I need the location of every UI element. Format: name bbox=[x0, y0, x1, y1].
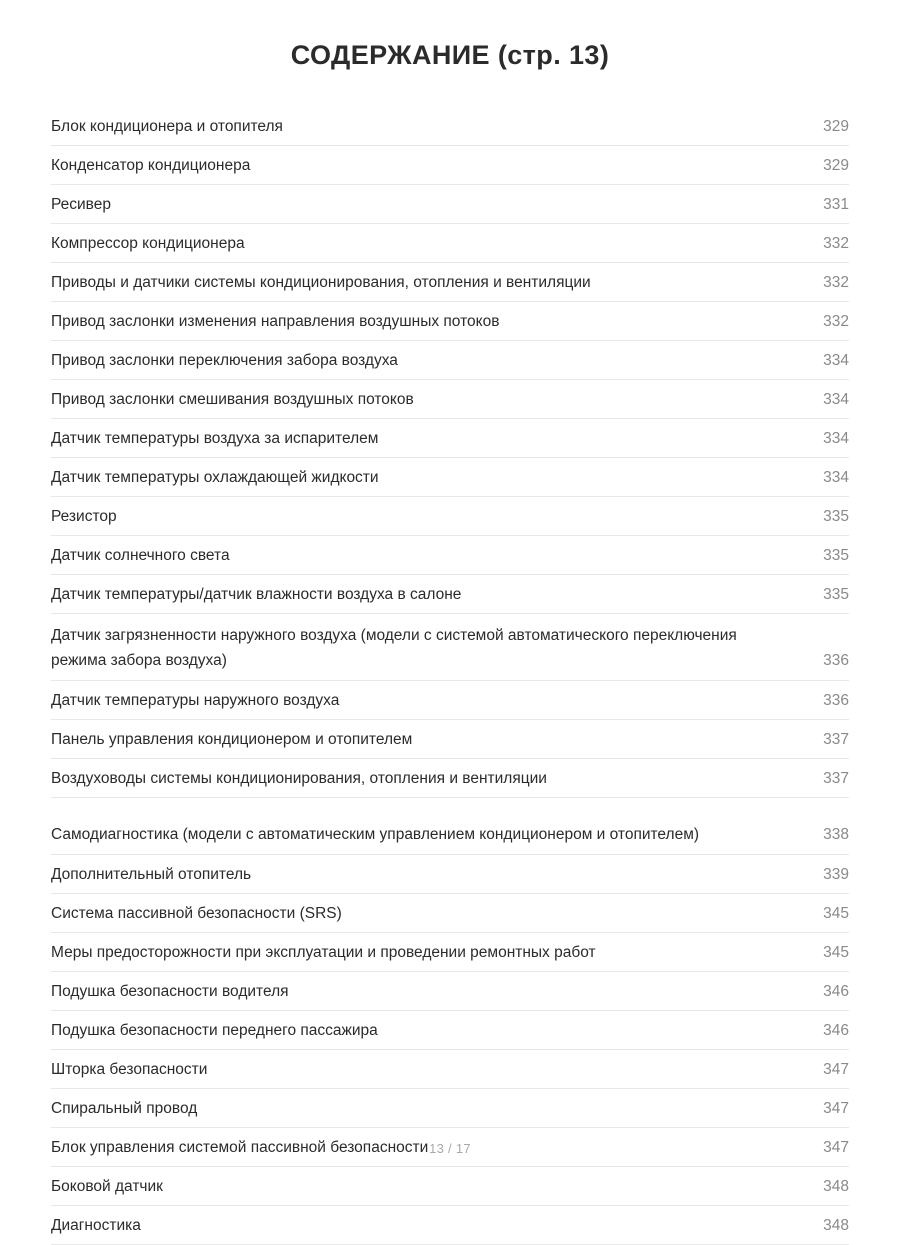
toc-entry-label: Панель управления кондиционером и отопителем bbox=[51, 731, 413, 749]
toc-entry-label: Датчик солнечного света bbox=[51, 547, 230, 565]
toc-entry-label: Датчик загрязненности наружного воздуха (модели с системой автоматического переключения режима забора воздуха) bbox=[51, 627, 737, 670]
toc-entry-page-number: 339 bbox=[823, 866, 849, 884]
toc-entry[interactable] bbox=[51, 224, 849, 263]
toc-entry-page-number: 346 bbox=[823, 983, 849, 1001]
toc-entry-label: Приводы и датчики системы кондиционирования, отопления и вентиляции bbox=[51, 274, 591, 292]
toc-entry[interactable] bbox=[51, 1167, 849, 1206]
toc-entry-label: Боковой датчик bbox=[51, 1178, 163, 1196]
toc-entry-page-number: 345 bbox=[823, 905, 849, 923]
toc-entry-label: Воздуховоды системы кондиционирования, отопления и вентиляции bbox=[51, 770, 547, 788]
toc-entry-page-number: 332 bbox=[823, 235, 849, 253]
toc-entry-label: Резистор bbox=[51, 508, 117, 526]
toc-entry-page-number: 337 bbox=[823, 770, 849, 788]
toc-entry[interactable] bbox=[51, 1050, 849, 1089]
toc-entry-page-number: 345 bbox=[823, 944, 849, 962]
toc-entry-label: Датчик температуры воздуха за испарителем bbox=[51, 430, 379, 448]
toc-entry-page-number: 335 bbox=[823, 508, 849, 526]
toc-entry-page-number: 336 bbox=[823, 652, 849, 670]
toc-entry[interactable] bbox=[51, 798, 849, 855]
toc-entry-page-number: 334 bbox=[823, 469, 849, 487]
toc-entry[interactable] bbox=[51, 1011, 849, 1050]
toc-entry[interactable] bbox=[51, 341, 849, 380]
toc-entry-page-number: 348 bbox=[823, 1217, 849, 1235]
toc-entry[interactable] bbox=[51, 536, 849, 575]
toc-entry[interactable] bbox=[51, 497, 849, 536]
toc-entry[interactable] bbox=[51, 107, 849, 146]
page-title: СОДЕРЖАНИЕ (стр. 13) bbox=[290, 40, 610, 70]
toc-entry-label: Датчик температуры/датчик влажности воздуха в салоне bbox=[51, 586, 462, 604]
toc-entry-page-number: 337 bbox=[823, 731, 849, 749]
toc-entry[interactable] bbox=[51, 380, 849, 419]
toc-entry-page-number: 336 bbox=[823, 692, 849, 710]
toc-entry-label: Конденсатор кондиционера bbox=[51, 157, 251, 175]
toc-entry[interactable] bbox=[51, 263, 849, 302]
toc-entry[interactable] bbox=[51, 575, 849, 614]
toc-entry-page-number: 347 bbox=[823, 1139, 849, 1157]
toc-entry-label: Привод заслонки изменения направления воздушных потоков bbox=[51, 313, 500, 331]
toc-entry-label: Блок кондиционера и отопителя bbox=[51, 118, 283, 136]
toc-entry-page-number: 334 bbox=[823, 352, 849, 370]
toc-entry-page-number: 348 bbox=[823, 1178, 849, 1196]
toc-entry[interactable] bbox=[51, 458, 849, 497]
toc-entry-page-number: 346 bbox=[823, 1022, 849, 1040]
toc-entry-label: Привод заслонки смешивания воздушных потоков bbox=[51, 391, 414, 409]
toc-entry[interactable] bbox=[51, 933, 849, 972]
toc-entry[interactable] bbox=[51, 302, 849, 341]
toc-entry[interactable] bbox=[51, 855, 849, 894]
toc-entry-label: Датчик температуры наружного воздуха bbox=[51, 692, 340, 710]
toc-entry-page-number: 332 bbox=[823, 274, 849, 292]
toc-entry[interactable] bbox=[51, 614, 849, 681]
toc-entry[interactable] bbox=[51, 185, 849, 224]
toc-entry-label: Привод заслонки переключения забора воздуха bbox=[51, 352, 398, 370]
toc-entry-page-number: 332 bbox=[823, 313, 849, 331]
page-pagination: 13 / 17 bbox=[429, 1141, 471, 1156]
toc-entry-page-number: 347 bbox=[823, 1100, 849, 1118]
toc-entry-label: Датчик температуры охлаждающей жидкости bbox=[51, 469, 379, 487]
toc-entry-label: Компрессор кондиционера bbox=[51, 235, 245, 253]
toc-entry-label: Ресивер bbox=[51, 196, 111, 214]
toc-entry-page-number: 347 bbox=[823, 1061, 849, 1079]
toc-entry-label: Шторка безопасности bbox=[51, 1061, 208, 1079]
toc-entry[interactable] bbox=[51, 1089, 849, 1128]
toc-entry[interactable] bbox=[51, 720, 849, 759]
toc-entry[interactable] bbox=[51, 146, 849, 185]
toc-entry-page-number: 334 bbox=[823, 391, 849, 409]
toc-entry-label: Диагностика bbox=[51, 1217, 141, 1235]
toc-entry-page-number: 338 bbox=[823, 826, 849, 844]
toc-entry[interactable] bbox=[51, 972, 849, 1011]
toc-entry-label: Подушка безопасности водителя bbox=[51, 983, 289, 1001]
toc-entry-page-number: 331 bbox=[823, 196, 849, 214]
toc-entry-label: Система пассивной безопасности (SRS) bbox=[51, 905, 342, 923]
toc-entry-page-number: 329 bbox=[823, 118, 849, 136]
toc-entry-page-number: 334 bbox=[823, 430, 849, 448]
toc-entry[interactable] bbox=[51, 681, 849, 720]
toc-entry-label: Меры предосторожности при эксплуатации и проведении ремонтных работ bbox=[51, 944, 596, 962]
toc-entry-page-number: 329 bbox=[823, 157, 849, 175]
toc-entry[interactable] bbox=[51, 419, 849, 458]
toc-entry[interactable] bbox=[51, 1206, 849, 1245]
toc-entry-page-number: 335 bbox=[823, 586, 849, 604]
toc-entry[interactable] bbox=[51, 894, 849, 933]
table-of-contents bbox=[51, 107, 849, 1245]
toc-entry-label: Подушка безопасности переднего пассажира bbox=[51, 1022, 378, 1040]
toc-entry-label: Спиральный провод bbox=[51, 1100, 198, 1118]
toc-entry-label: Дополнительный отопитель bbox=[51, 866, 252, 884]
toc-entry[interactable] bbox=[51, 759, 849, 798]
toc-entry-page-number: 335 bbox=[823, 547, 849, 565]
toc-entry-label: Самодиагностика (модели с автоматическим управлением кондиционером и отопителем) bbox=[51, 826, 700, 844]
toc-entry-label: Блок управления системой пассивной безопасности bbox=[51, 1139, 429, 1157]
